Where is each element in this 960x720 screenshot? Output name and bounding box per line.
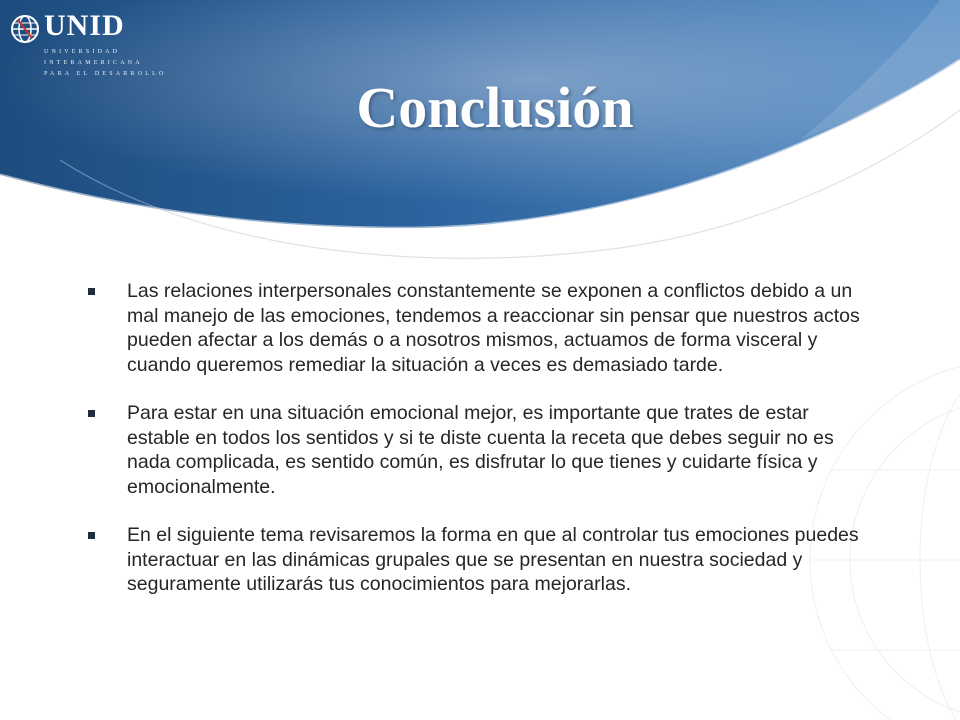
bullet-list — [88, 279, 868, 621]
globe-icon — [10, 14, 40, 44]
square-bullet-icon — [88, 410, 95, 417]
logo-line-3: PARA EL DESARROLLO — [44, 71, 167, 77]
bullet-item — [88, 523, 868, 597]
bullet-item — [88, 401, 868, 499]
bullet-text: En el siguiente tema revisaremos la forma en que al controlar tus emociones puedes interactuar en las dinámicas grupales que se presentan en nuestra sociedad y seguramente utilizarás tus conocimientos para mejorarlas. — [127, 524, 859, 595]
bullet-text: Las relaciones interpersonales constantemente se exponen a conflictos debido a un mal manejo de las emociones, tendemos a reaccionar sin pensar que nuestros actos pueden afectar a los demás o a nosotros mismos, actuamos de forma visceral y cuando queremos remediar la situación a veces es demasiado tarde. — [127, 280, 860, 376]
bullet-text: Para estar en una situación emocional mejor, es importante que trates de estar estable en todos los sentidos y si te diste cuenta la receta que debes seguir no es nada complicada, es sentido común, es disfrutar lo que tienes y cuidarte física y emocionalmente. — [127, 402, 834, 498]
logo-line-1: UNIVERSIDAD — [44, 49, 121, 55]
bullet-item — [88, 279, 868, 377]
square-bullet-icon — [88, 532, 95, 539]
logo-line-2: INTERAMERICANA — [44, 60, 143, 66]
square-bullet-icon — [88, 288, 95, 295]
logo-wordmark: UNID — [44, 9, 125, 42]
slide-title: Conclusión — [356, 75, 634, 140]
